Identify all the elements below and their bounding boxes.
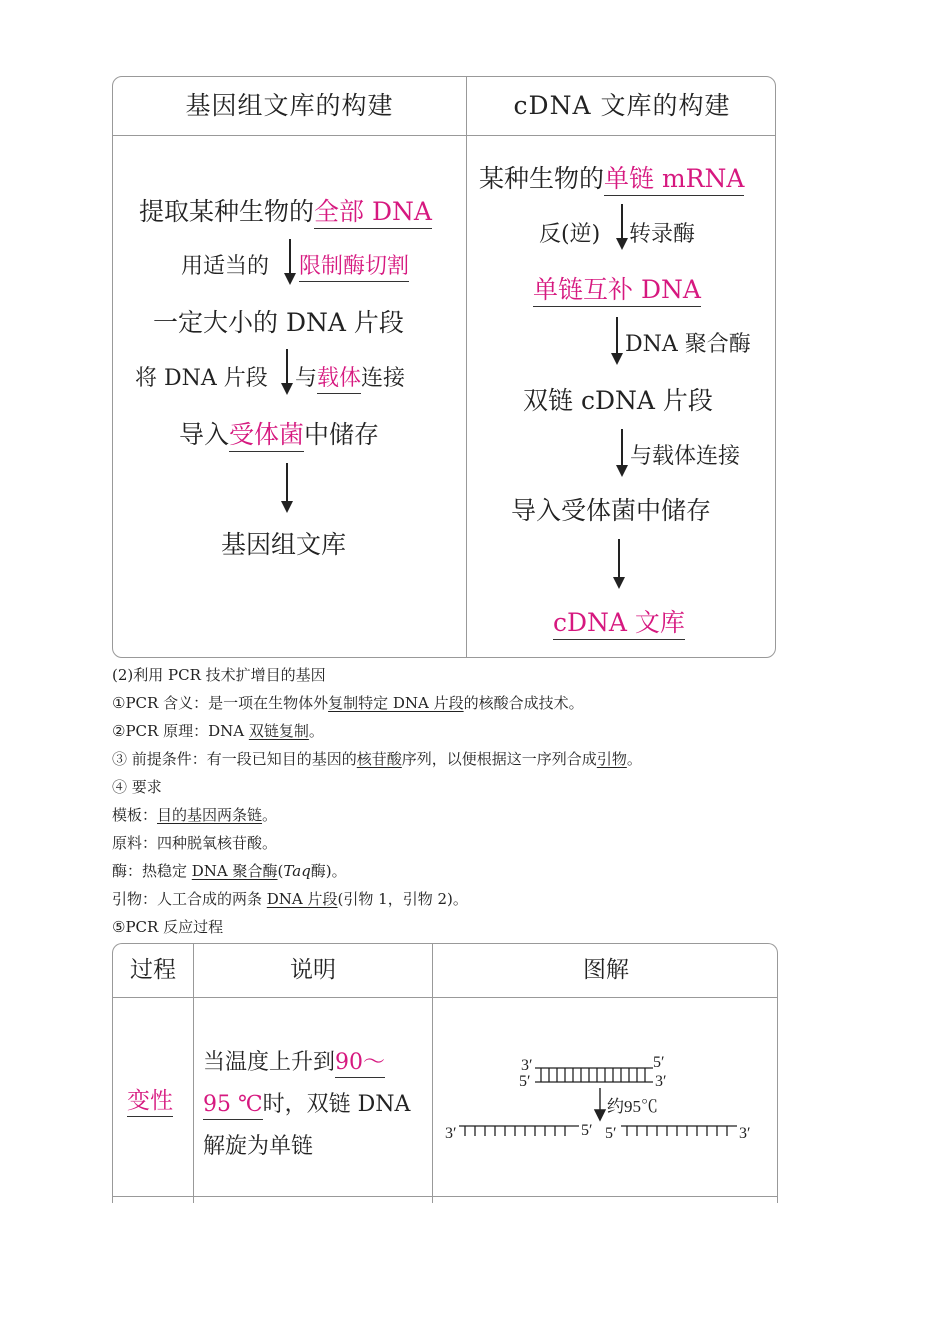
note-template: 模板：目的基因两条链。: [112, 806, 278, 824]
double-strand-dna: [535, 1068, 653, 1082]
note-primers: 引物：人工合成的两条 DNA 片段(引物 1，引物 2)。: [112, 890, 468, 908]
single-strand-left-5prime: 5′: [581, 1122, 593, 1139]
left-arrow1-label-a: 用适当的: [181, 254, 270, 279]
temperature-label: 约95℃: [607, 1097, 658, 1116]
left-arrow2-label-a: 将 DNA 片段: [135, 366, 268, 391]
right-arrow1: [621, 204, 623, 248]
note-pcr-prerequisite: ③ 前提条件：有一段已知目的基因的核苷酸序列，以便根据这一序列合成引物。: [112, 750, 642, 768]
strand-top-3prime-label: 3′: [521, 1057, 533, 1074]
single-strand-right-3prime: 3′: [739, 1125, 751, 1142]
col1-header: 基因组文库的构建: [185, 91, 394, 120]
header-description: 说明: [290, 957, 336, 983]
pcr-process-table: [112, 943, 778, 1203]
right-arrow1-label-a: 反(逆): [539, 222, 601, 247]
left-arrow2: [286, 349, 288, 393]
row-divider: [113, 1196, 777, 1197]
column-divider: [466, 77, 467, 657]
left-arrow1-label-b: 限制酶切割: [299, 249, 409, 280]
col2-header: cDNA 文库的构建: [513, 91, 731, 120]
left-step3: 导入受体菌中储存: [179, 415, 379, 451]
header-divider: [113, 135, 775, 136]
left-arrow1: [289, 239, 291, 283]
right-step2: 单链互补 DNA: [533, 270, 701, 306]
strand-top-5prime-label: 5′: [653, 1054, 665, 1071]
note-enzyme: 酶：热稳定 DNA 聚合酶(Taq酶)。: [112, 862, 347, 880]
left-step4: 基因组文库: [221, 530, 347, 559]
right-step5: cDNA 文库: [553, 603, 685, 639]
right-step3: 双链 cDNA 片段: [523, 386, 713, 415]
right-step1: 某种生物的单链 mRNA: [479, 159, 744, 195]
right-arrow1-label-b: 转录酶: [629, 222, 696, 247]
header-diagram: 图解: [583, 957, 629, 983]
left-arrow2-label-b: 与载体连接: [295, 361, 405, 392]
strand-bottom-3prime-label: 3′: [655, 1073, 667, 1090]
right-arrow4: [618, 539, 620, 587]
left-arrow3: [286, 463, 288, 511]
denaturation-description: 当温度上升到90～ 95 ℃时，双链 DNA 解旋为单链: [203, 1050, 411, 1159]
single-strand-left-3prime: 3′: [445, 1125, 457, 1142]
left-step2: 一定大小的 DNA 片段: [153, 308, 404, 337]
process-denaturation: 变性: [127, 1082, 173, 1115]
genome-cdna-library-table: [112, 76, 776, 658]
note-pcr-meaning: ①PCR 含义：是一项在生物体外复制特定 DNA 片段的核酸合成技术。: [112, 694, 584, 712]
right-arrow2-label: DNA 聚合酶: [625, 332, 751, 357]
header-process: 过程: [130, 957, 176, 983]
denature-arrow: [595, 1088, 605, 1120]
right-step4: 导入受体菌中储存: [511, 496, 712, 525]
right-arrow3-label: 与载体连接: [630, 444, 741, 469]
single-strand-right-5prime: 5′: [605, 1125, 617, 1142]
note-pcr-principle: ②PCR 原理：DNA 双链复制。: [112, 722, 324, 740]
strand-bottom-5prime-label: 5′: [519, 1073, 531, 1090]
note-requirements: ④ 要求: [112, 778, 162, 796]
right-arrow2: [616, 317, 618, 363]
note-pcr-process: ⑤PCR 反应过程: [112, 918, 224, 936]
note-materials: 原料：四种脱氧核苷酸。: [112, 834, 278, 852]
single-strand-dna: [459, 1126, 737, 1136]
note-pcr-title: (2)利用 PCR 技术扩增目的基因: [112, 666, 326, 684]
left-step1: 提取某种生物的全部 DNA: [139, 192, 432, 228]
denaturation-diagram: [433, 1044, 778, 1154]
right-arrow3: [621, 429, 623, 475]
header-divider: [113, 997, 777, 998]
